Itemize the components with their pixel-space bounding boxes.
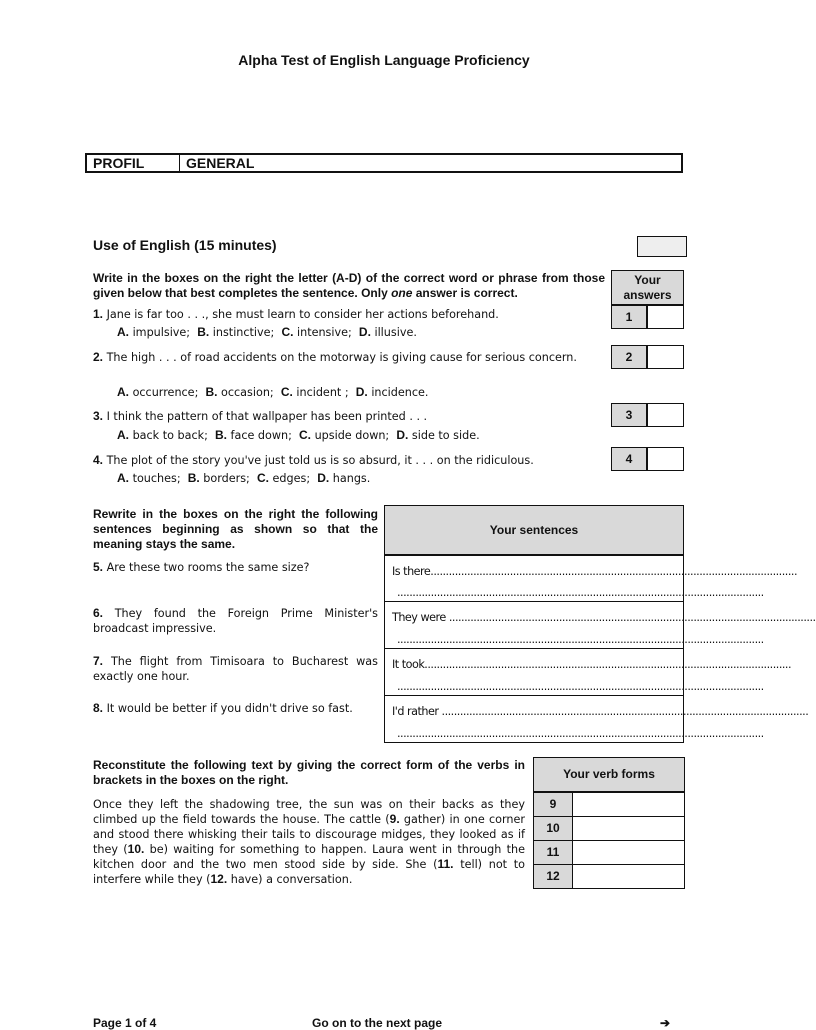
question-2-options: A. occurrence; B. occasion; C. incident ; D. incidence. bbox=[117, 385, 429, 399]
verb-forms-header: Your verb forms bbox=[533, 757, 685, 792]
sentence-box-8[interactable]: I'd rather ........................................................................................................................ ........................................................................................................................ bbox=[384, 695, 684, 743]
next-page-note: Go on to the next page bbox=[312, 1016, 443, 1030]
section-score-box bbox=[637, 236, 687, 257]
section-title: Use of English (15 minutes) bbox=[93, 237, 277, 253]
sentence-item-6: 6. They found the Foreign Prime Minister's broadcast impressive. bbox=[93, 606, 378, 635]
page-number: Page 1 of 4 bbox=[93, 1016, 157, 1030]
next-arrow-icon: ➔ bbox=[660, 1016, 671, 1030]
verb-box-10[interactable] bbox=[572, 816, 685, 841]
answer-box-1[interactable] bbox=[647, 305, 684, 329]
question-1: 1. Jane is far too . . ., she must learn to consider her actions beforehand. bbox=[93, 307, 499, 321]
profil-label: PROFIL bbox=[87, 155, 180, 171]
profil-value: GENERAL bbox=[186, 155, 255, 171]
answer-number-4: 4 bbox=[611, 447, 647, 471]
answer-number-3: 3 bbox=[611, 403, 647, 427]
answer-number-2: 2 bbox=[611, 345, 647, 369]
verb-box-12[interactable] bbox=[572, 864, 685, 889]
verb-number-9: 9 bbox=[533, 792, 573, 817]
sentence-item-7: 7. The flight from Timisoara to Bucharest was exactly one hour. bbox=[93, 654, 378, 683]
document-title: Alpha Test of English Language Proficiency bbox=[238, 52, 530, 68]
part1-instruction: Write in the boxes on the right the letter (A-D) of the correct word or phrase from those given below that best completes the sentence. Only one answer is correct. bbox=[93, 271, 605, 300]
question-2: 2. The high . . . of road accidents on the motorway is giving cause for serious concern. bbox=[93, 350, 577, 364]
sentence-item-5: 5. Are these two rooms the same size? bbox=[93, 560, 310, 574]
part3-instruction: Reconstitute the following text by giving the correct form of the verbs in brackets in the boxes on the right. bbox=[93, 758, 525, 787]
question-4-options: A. touches; B. borders; C. edges; D. hangs. bbox=[117, 471, 371, 485]
answer-box-2[interactable] bbox=[647, 345, 684, 369]
profil-table bbox=[85, 153, 683, 173]
answer-number-1: 1 bbox=[611, 305, 647, 329]
verb-number-11: 11 bbox=[533, 840, 573, 865]
sentence-box-7[interactable]: It took........................................................................................................................ ........................................................................................................................ bbox=[384, 648, 684, 696]
question-3-options: A. back to back; B. face down; C. upside down; D. side to side. bbox=[117, 428, 480, 442]
answers-header: Your answers bbox=[611, 270, 684, 305]
sentence-box-5[interactable]: Is there........................................................................................................................ ........................................................................................................................ bbox=[384, 555, 684, 602]
verb-number-10: 10 bbox=[533, 816, 573, 841]
question-3: 3. I think the pattern of that wallpaper has been printed . . . bbox=[93, 409, 428, 423]
answer-box-3[interactable] bbox=[647, 403, 684, 427]
sentences-header: Your sentences bbox=[384, 505, 684, 555]
sentence-item-8: 8. It would be better if you didn't drive so fast. bbox=[93, 701, 353, 715]
verb-box-9[interactable] bbox=[572, 792, 685, 817]
reconstitute-passage: Once they left the shadowing tree, the sun was on their backs as they climbed up the field towards the house. The cattle (9. gather) in one corner and stood there whisking their tails to discourage midges, they looked as if they (10. be) waiting for something to happen. Laura went in through the kitchen door and the two men stood side by side. She (11. tell) not to interfere while they (12. have) a conversation. bbox=[93, 798, 526, 886]
question-1-options: A. impulsive; B. instinctive; C. intensive; D. illusive. bbox=[117, 325, 417, 339]
answer-box-4[interactable] bbox=[647, 447, 684, 471]
sentence-box-6[interactable]: They were ........................................................................................................................ ........................................................................................................................ bbox=[384, 601, 684, 649]
part2-instruction: Rewrite in the boxes on the right the following sentences beginning as shown so that the meaning stays the same. bbox=[93, 507, 378, 551]
verb-number-12: 12 bbox=[533, 864, 573, 889]
question-4: 4. The plot of the story you've just told us is so absurd, it . . . on the ridiculous. bbox=[93, 453, 534, 467]
verb-box-11[interactable] bbox=[572, 840, 685, 865]
